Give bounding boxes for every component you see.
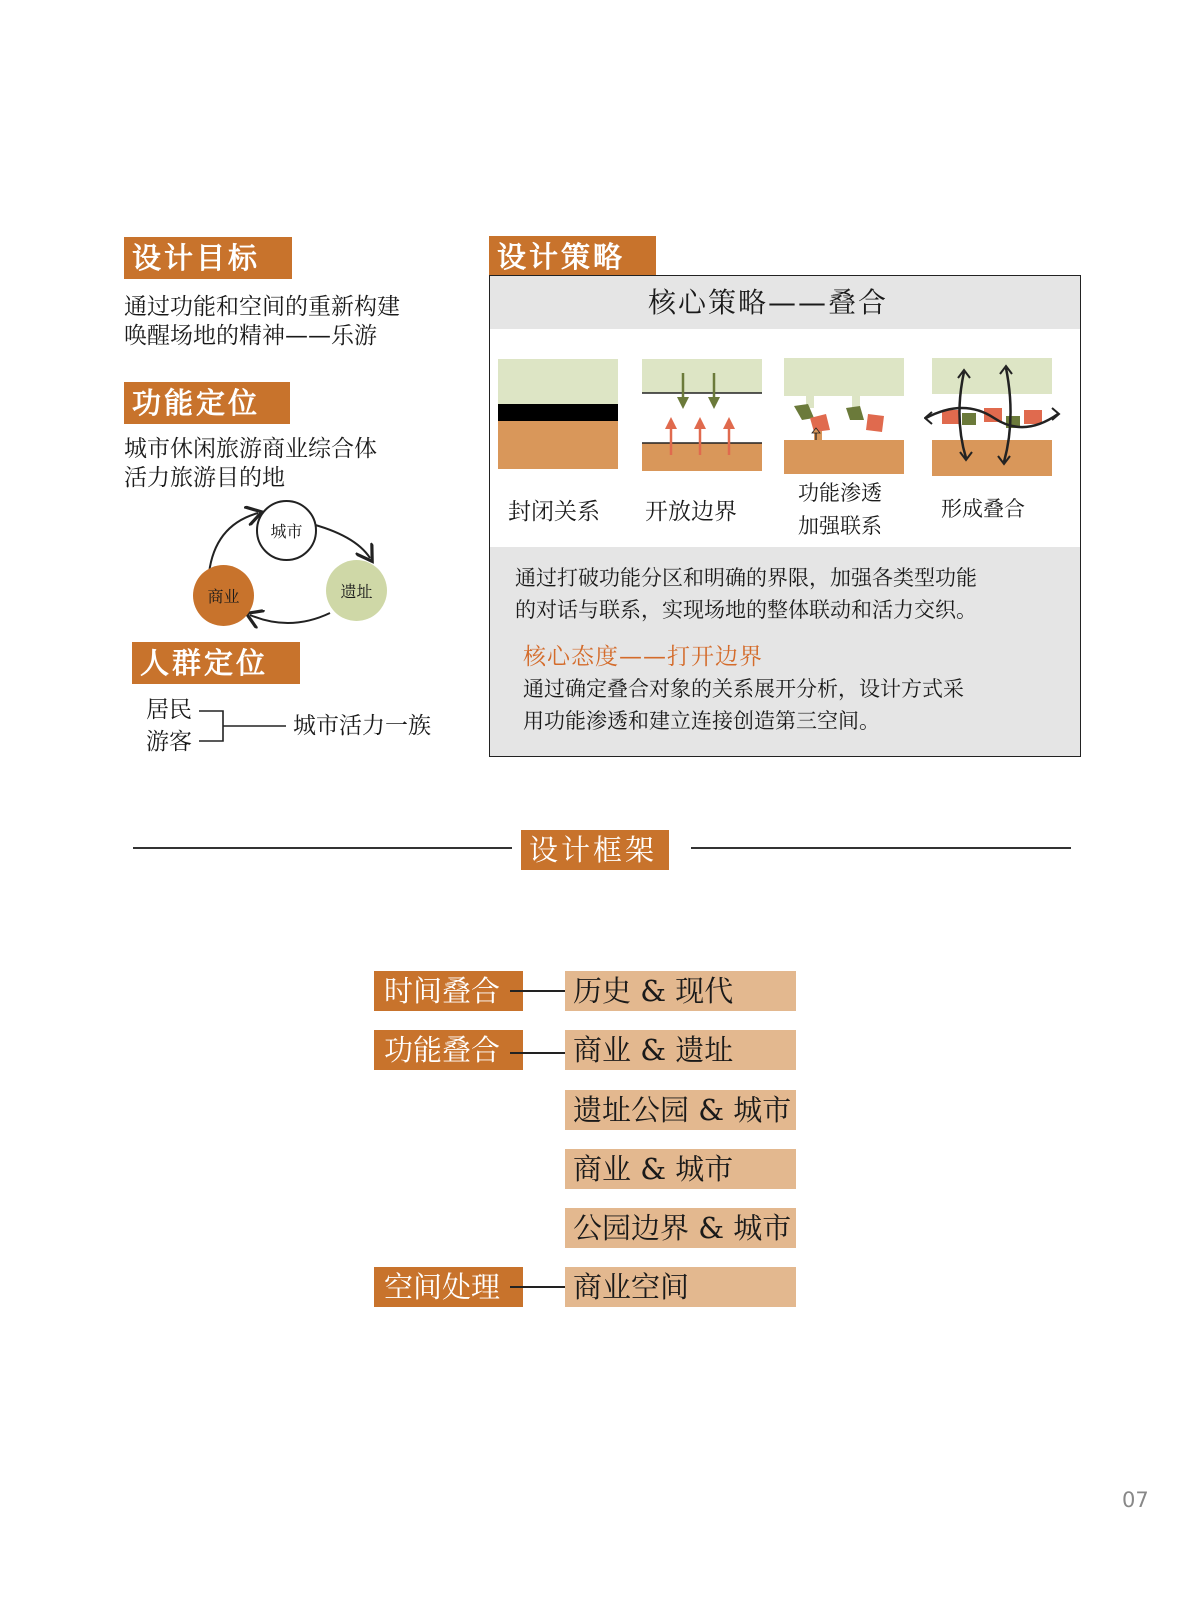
framework-rule-right [691,847,1071,849]
page-number: 07 [1122,1488,1149,1512]
diagram-label-closed: 封闭关系 [508,499,600,525]
crowd-bracket [196,700,296,750]
diagram-label-penetration: 功能渗透 [798,481,882,505]
crowd-group-residents: 居民 [146,697,192,723]
attitude-description-1: 通过确定叠合对象的关系展开分析，设计方式采 [523,677,964,701]
arrow-commerce-to-city [209,513,258,573]
cycle-node-commerce: 商业 [193,565,254,626]
framework-connector-space [510,1286,567,1288]
framework-right-history: 历史 & 现代 [565,971,796,1011]
positioning-line-2: 活力旅游目的地 [124,465,285,491]
framework-connector-time [510,990,567,992]
attitude-title: 核心态度——打开边界 [523,644,763,670]
panel-title: 核心策略——叠合 [648,286,889,319]
framework-connector-function [510,1052,567,1054]
strategy-description-2: 的对话与联系，实现场地的整体联动和活力交织。 [515,598,977,622]
framework-right-commerce-city: 商业 & 城市 [565,1149,796,1189]
strategy-heading: 设计策略 [489,236,656,278]
framework-right-commercial-space: 商业空间 [565,1267,796,1307]
framework-left-space: 空间处理 [374,1267,523,1307]
crowd-target: 城市活力一族 [293,713,431,739]
positioning-heading: 功能定位 [124,382,290,424]
diagram-penetration [784,358,906,474]
strategy-panel [489,275,1081,757]
attitude-description-2: 用功能渗透和建立连接创造第三空间。 [523,709,880,733]
goal-line-2: 唤醒场地的精神——乐游 [124,323,377,349]
strategy-description-1: 通过打破功能分区和明确的界限，加强各类型功能 [515,566,977,590]
positioning-line-1: 城市休闲旅游商业综合体 [124,436,377,462]
framework-heading: 设计框架 [521,830,669,870]
crowd-group-tourists: 游客 [146,729,192,755]
diagram-label-open: 开放边界 [645,499,737,525]
arrow-site-to-commerce [250,613,330,623]
goal-line-1: 通过功能和空间的重新构建 [124,294,400,320]
cycle-node-site: 遗址 [326,560,387,621]
diagram-label-overlap: 形成叠合 [941,497,1025,521]
framework-rule-left [133,847,512,849]
goal-heading: 设计目标 [124,237,292,279]
framework-left-time: 时间叠合 [374,971,523,1011]
diagram-closed [498,359,620,471]
framework-right-park-city: 遗址公园 & 城市 [565,1090,796,1130]
diagram-overlap [924,358,1066,478]
arrow-city-to-site [308,523,370,558]
framework-right-boundary-city: 公园边界 & 城市 [565,1208,796,1248]
crowd-heading: 人群定位 [132,642,300,684]
framework-left-function: 功能叠合 [374,1030,523,1070]
framework-right-commerce-site: 商业 & 遗址 [565,1030,796,1070]
diagram-open [642,359,764,471]
cycle-node-city: 城市 [256,500,317,561]
diagram-label-penetration-2: 加强联系 [798,514,882,538]
